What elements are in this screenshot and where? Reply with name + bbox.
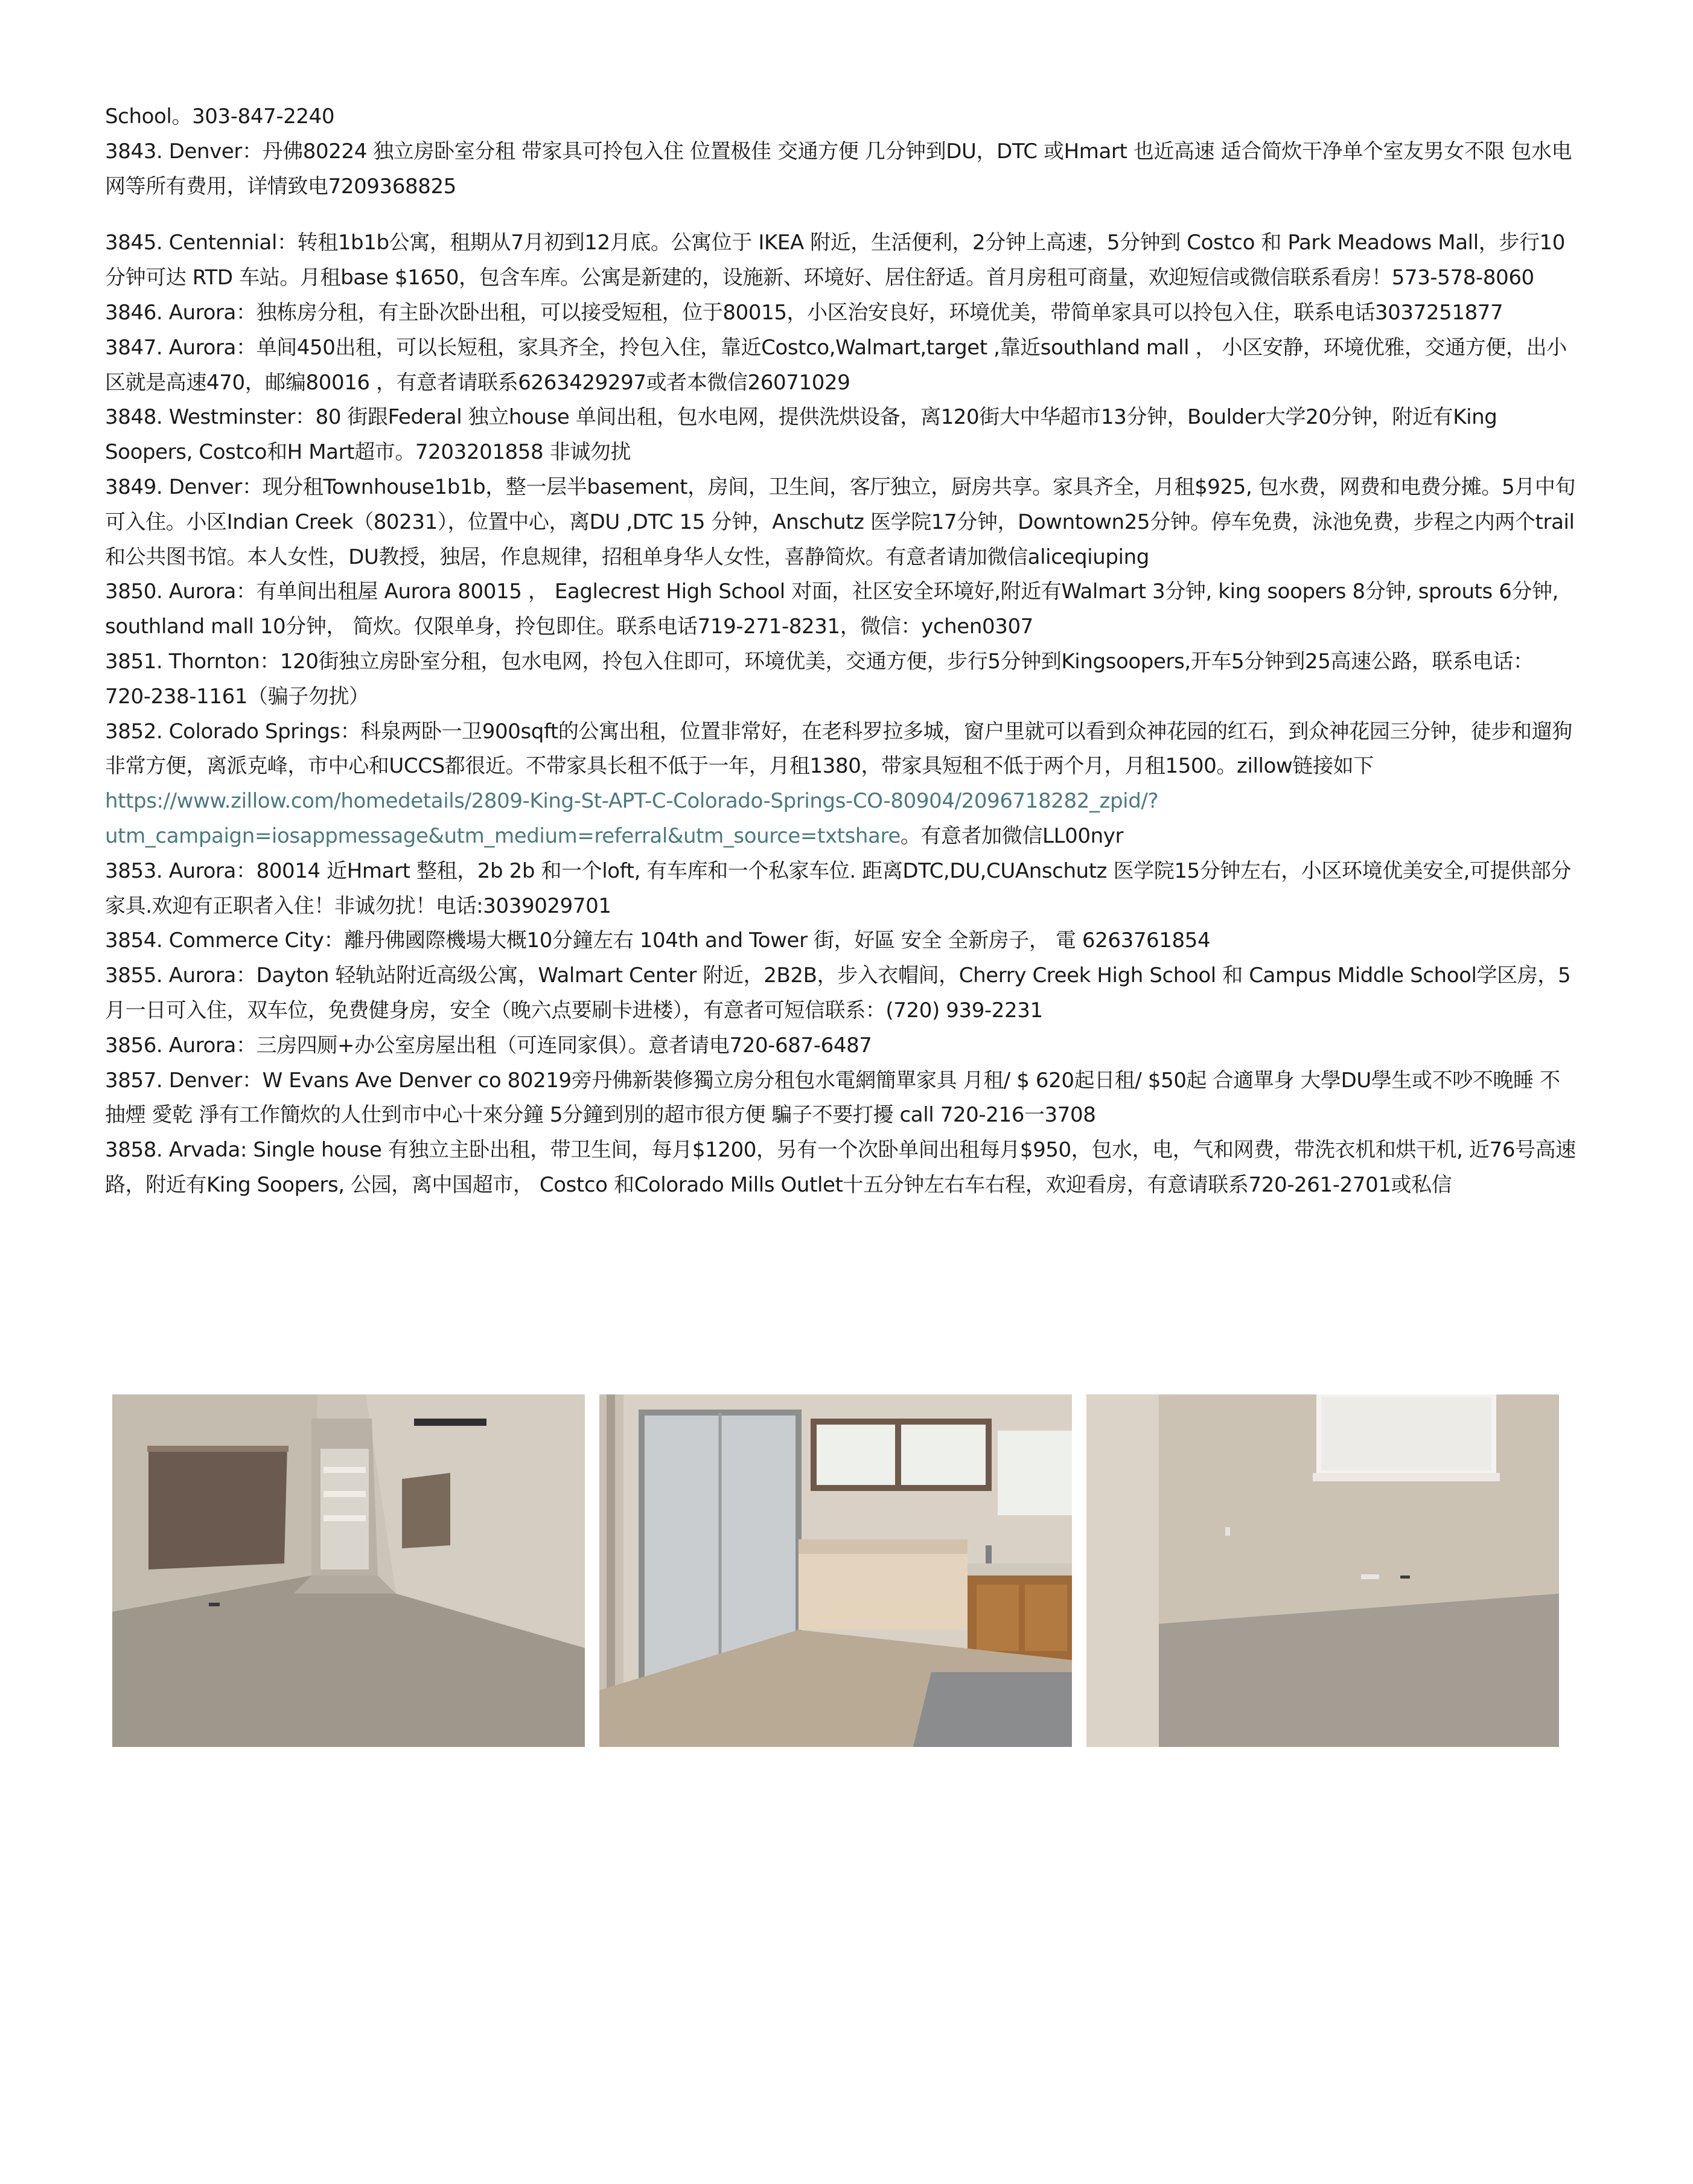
listing-3852-wechat: 。有意者加微信LL00nyr (900, 823, 1124, 848)
zillow-link[interactable]: https://www.zillow.com/homedetails/2809-King-St-APT-C-Colorado-Springs-CO-80904/2096718282_zpid/?utm_campaign=iosappmessage&utm_medium=referral&utm_source=txtshare (105, 789, 1159, 848)
listing-3857: 3857. Denver：W Evans Ave Denver co 80219旁丹佛新裝修獨立房分租包水電網簡單家具 月租/ $ 620起日租/ $50起 合適單身 大學DU學生或不吵不晚睡 不抽煙 愛乾 淨有工作簡炊的人仕到市中心十來分鐘 5分鐘到別的超市很方便 騙子不要打擾 call 720-216一3708 (105, 1068, 1560, 1128)
bathroom-image (599, 1394, 1072, 1747)
listing-3843: 3843. Denver：丹佛80224 独立房卧室分租 带家具可拎包入住 位置极佳 交通方便 几分钟到DU，DTC 或Hmart 也近高速 适合简炊干净单个室友男女不限 包水电网等所有费用，详情致电7209368825 (105, 139, 1572, 199)
listing-3858: 3858. Arvada: Single house 有独立主卧出租，带卫生间，每月$1200，另有一个次卧单间出租每月$950，包水，电，气和网费，带洗衣机和烘干机, 近76号高速路，附近有King Soopers, 公园，离中国超市， Costco 和Colorado Mills Outlet十五分钟左右车右程，欢迎看房，有意请联系720-261-2701或私信 (105, 1138, 1576, 1197)
listing-3845: 3845. Centennial：转租1b1b公寓，租期从7月初到12月底。公寓位于 IKEA 附近，生活便利，2分钟上高速，5分钟到 Costco 和 Park Meadows Mall，步行10分钟可达 RTD 车站。月租base $1650，包含车库。公寓是新建的，设施新、环境好、居住舒适。首月房租可商量，欢迎短信或微信联系看房！573-578-8060 (105, 231, 1566, 290)
photo-empty-room-window (1086, 1394, 1559, 1747)
bedroom-hallway-image (112, 1394, 585, 1747)
listing-3855: 3855. Aurora：Dayton 轻轨站附近高级公寓，Walmart Center 附近，2B2B，步入衣帽间，Cherry Creek High School 和 Campus Middle School学区房，5月一日可入住，双车位，免费健身房，安全（晚六点要刷卡进楼），有意者可短信联系：(720) 939-2231 (105, 963, 1571, 1023)
empty-room-image (1086, 1394, 1559, 1747)
photo-bathroom-tub-shower (599, 1394, 1072, 1747)
listing-3853: 3853. Aurora：80014 近Hmart 整租，2b 2b 和一个loft, 有车库和一个私家车位. 距离DTC,DU,CUAnschutz 医学院15分钟左右，小区环境优美安全,可提供部分家具.欢迎有正职者入住！非诚勿扰！电话:3039029701 (105, 858, 1571, 918)
listing-text-body (105, 100, 1578, 1203)
listing-3846: 3846. Aurora：独栋房分租，有主卧次卧出租，可以接受短租，位于80015，小区治安良好，环境优美，带简单家具可以拎包入住，联系电话3037251877 (105, 300, 1503, 325)
listing-3842-tail: School。303-847-2240 (105, 104, 335, 129)
listing-3848: 3848. Westminster：80 街跟Federal 独立house 单间出租，包水电网，提供洗烘设备，离120街大中华超市13分钟，Boulder大学20分钟，附近有King Soopers, Costco和H Mart超市。7203201858 非诚勿扰 (105, 405, 1497, 465)
listing-3849: 3849. Denver：现分租Townhouse1b1b，整一层半basement，房间，卫生间，客厅独立，厨房共享。家具齐全，月租$925, 包水费，网费和电费分摊。5月中旬可入住。小区Indian Creek（80231），位置中心，离DU ,DTC 15 分钟，Anschutz 医学院17分钟，Downtown25分钟。停车免费，泳池免费，步程之内两个trail和公共图书馆。本人女性，DU教授，独居，作息规律，招租单身华人女性，喜静简炊。有意者请加微信aliceqiuping (105, 474, 1576, 569)
listing-3851: 3851. Thornton：120街独立房卧室分租，包水电网，拎包入住即可，环境优美，交通方便，步行5分钟到Kingsoopers,开车5分钟到25高速公路，联系电话：720-238-1161（骗子勿扰） (105, 649, 1534, 709)
listing-3852 (105, 715, 1578, 854)
listing-3847: 3847. Aurora：单间450出租，可以长短租，家具齐全，拎包入住，靠近Costco,Walmart,target ,靠近southland mall ， 小区安静，环境优雅，交通方便，出小区就是高速470，邮编80016 ，有意者请联系6263429297或者本微信26071029 (105, 335, 1567, 395)
listing-photo-strip (112, 1394, 1567, 1747)
listing-3854: 3854. Commerce City：離丹佛國際機場大概10分鐘左右 104th and Tower 街，好區 安全 全新房子， 電 6263761854 (105, 928, 1211, 953)
photo-empty-bedroom-hallway (112, 1394, 585, 1747)
listing-3856: 3856. Aurora：三房四厕+办公室房屋出租（可连同家俱）。意者请电720-687-6487 (105, 1033, 872, 1058)
listing-3850: 3850. Aurora：有单间出租屋 Aurora 80015 ， Eaglecrest High School 对面，社区安全环境好,附近有Walmart 3分钟, king soopers 8分钟, sprouts 6分钟, southland mall 10分钟， 简炊。仅限单身，拎包即住。联系电话719-271-8231，微信：ychen0307 (105, 580, 1559, 639)
listing-3852-text: 3852. Colorado Springs：科泉两卧一卫900sqft的公寓出租，位置非常好，在老科罗拉多城，窗户里就可以看到众神花园的红石，到众神花园三分钟，徒步和遛狗非常方便，离派克峰，市中心和UCCS都很近。不带家具长租不低于一年，月租1380，带家具短租不低于两个月，月租1500。zillow链接如下 (105, 719, 1572, 779)
